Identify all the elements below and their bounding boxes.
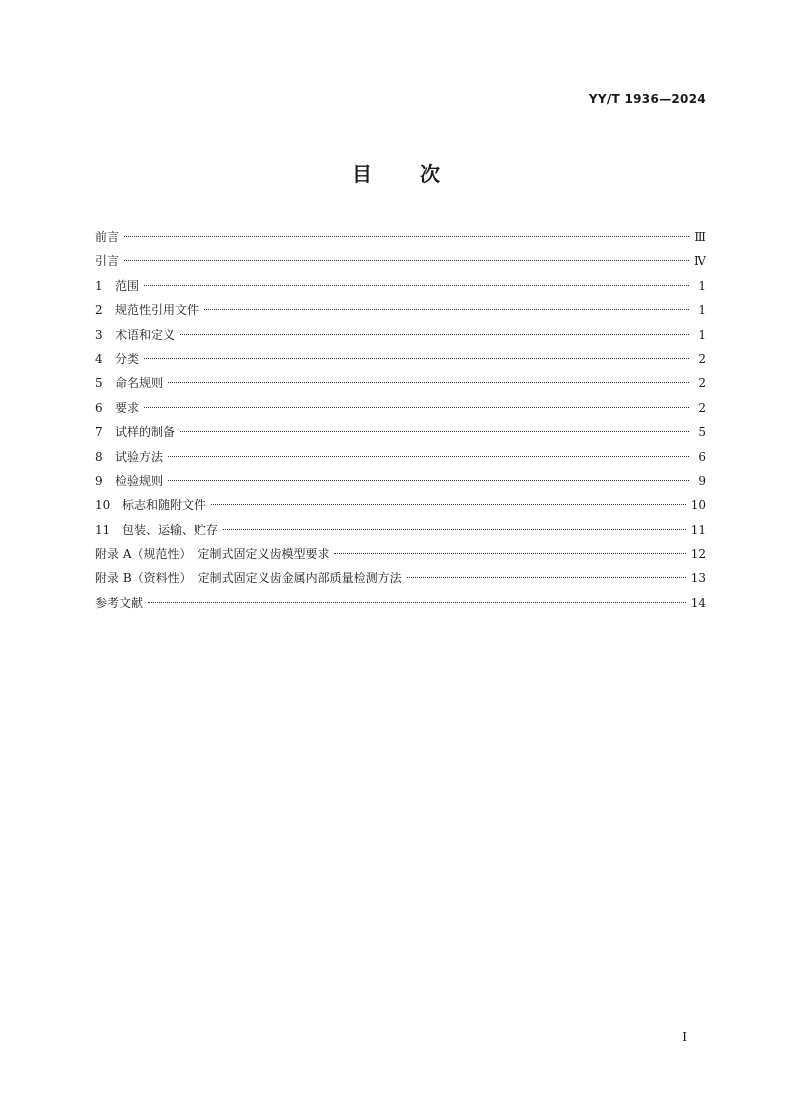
toc-leader-dots [223,529,686,530]
toc-page-number: 10 [690,498,706,513]
toc-entry-label: 范围 [115,278,140,293]
toc-page-number: 1 [698,278,706,293]
toc-entry-label: 术语和定义 [115,327,176,342]
toc-entry-naming-rules[interactable] [95,373,706,397]
toc-leader-dots [168,382,689,383]
toc-leader-dots [180,334,689,335]
standard-code: YY/T 1936—2024 [588,92,706,106]
toc-leader-dots [204,309,689,310]
toc-entry-number: 9 [95,473,103,488]
toc-leader-dots [407,577,686,578]
toc-entry-annex-b[interactable] [95,568,706,592]
toc-leader-dots [168,480,689,481]
page-title [0,158,792,187]
toc-entry-normative-references[interactable] [95,300,706,324]
toc-entry-requirements[interactable] [95,398,706,422]
toc-entry-label: 试样的制备 [115,425,176,440]
toc-leader-dots [180,431,689,432]
toc-entry-packaging-transport-storage[interactable] [95,520,706,544]
toc-entry-label: 附录 A（规范性） 定制式固定义齿模型要求 [95,547,330,562]
toc-leader-dots [168,456,689,457]
toc-page-number: 2 [698,376,706,391]
toc-entry-number: 11 [95,522,111,537]
page-number: Ⅰ [682,1030,687,1044]
toc-page-number: 13 [690,571,706,586]
toc-page-number: 14 [690,595,706,610]
toc-page-number: Ⅲ [694,230,706,244]
toc-entry-scope[interactable] [95,276,706,300]
toc-leader-dots [334,553,685,554]
toc-leader-dots [144,407,689,408]
toc-page-number: 12 [690,547,706,562]
toc-entry-sample-preparation[interactable] [95,422,706,446]
toc-entry-label: 分类 [115,351,140,366]
toc-entry-label: 命名规则 [115,376,164,391]
toc-page-number: 11 [690,522,706,537]
toc-page-number: 1 [698,303,706,318]
toc-entry-label: 引言 [95,254,120,269]
toc-leader-dots [124,260,689,261]
toc-leader-dots [144,285,689,286]
toc-entry-number: 10 [95,498,111,513]
toc-entry-label: 前言 [95,230,120,244]
toc-entry-number: 6 [95,400,103,415]
toc-page-number: 5 [698,425,706,440]
toc-entry-terms-definitions[interactable] [95,325,706,349]
toc-page-number: 1 [698,327,706,342]
toc-leader-dots [148,602,686,603]
table-of-contents [95,227,706,617]
toc-entry-number: 7 [95,425,103,440]
toc-page-number: Ⅳ [694,254,706,269]
toc-entry-number: 5 [95,376,103,391]
title-part-2: 次 [420,162,440,186]
title-part-1: 目 [352,162,372,186]
toc-entry-annex-a[interactable] [95,544,706,568]
toc-entry-label: 检验规则 [115,473,164,488]
toc-entry-marking-documents[interactable] [95,495,706,519]
toc-entry-label: 参考文献 [95,595,144,610]
toc-entry-inspection-rules[interactable] [95,471,706,495]
toc-entry-number: 2 [95,303,103,318]
toc-page-number: 6 [698,449,706,464]
toc-entry-number: 3 [95,327,103,342]
toc-entry-number: 4 [95,351,103,366]
toc-entry-label: 附录 B（资料性） 定制式固定义齿金属内部质量检测方法 [95,571,402,586]
toc-leader-dots [211,504,686,505]
toc-entry-number: 8 [95,449,103,464]
toc-page-number: 2 [698,351,706,366]
toc-entry-classification[interactable] [95,349,706,373]
toc-page-number: 9 [698,473,706,488]
toc-entry-label: 包装、运输、贮存 [122,522,219,537]
toc-entry-label: 标志和随附文件 [122,498,207,513]
toc-leader-dots [124,236,689,237]
toc-leader-dots [144,358,689,359]
toc-entry-foreword[interactable] [95,227,706,251]
toc-entry-number: 1 [95,278,103,293]
toc-entry-label: 试验方法 [115,449,164,464]
toc-entry-label: 要求 [115,400,140,415]
toc-page-number: 2 [698,400,706,415]
toc-entry-test-methods[interactable] [95,447,706,471]
toc-entry-introduction[interactable] [95,251,706,275]
toc-entry-label: 规范性引用文件 [115,303,200,318]
toc-entry-bibliography[interactable] [95,593,706,617]
